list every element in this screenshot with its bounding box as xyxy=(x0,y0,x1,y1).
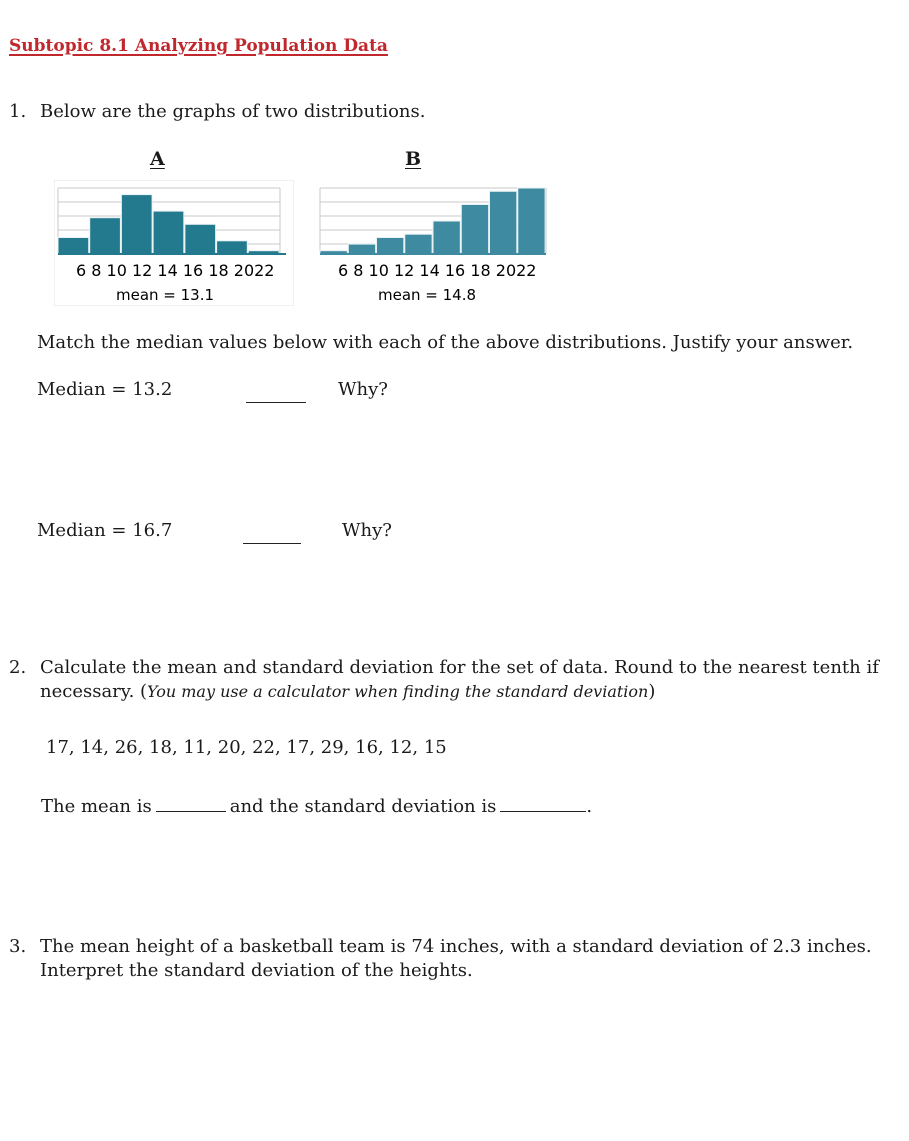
q2-line1: Calculate the mean and standard deviation for the set of data. Round to the nearest tenth if xyxy=(40,657,879,678)
median-1-answer-blank[interactable] xyxy=(246,401,306,403)
q1-instruction: Match the median values below with each of the above distributions. Justify your answer. xyxy=(37,332,854,353)
q1-text: Below are the graphs of two distributions. xyxy=(40,101,426,122)
histogram-b xyxy=(316,180,556,306)
q3-line1: The mean height of a basketball team is 74 inches, with a standard deviation of 2.3 inches. xyxy=(40,936,872,957)
histogram-b-bar xyxy=(348,244,375,254)
histogram-a-bar xyxy=(121,195,152,254)
histogram-b-bar xyxy=(405,234,432,254)
q2-line2 xyxy=(40,681,655,702)
histogram-a-bar xyxy=(153,211,184,254)
histogram-a xyxy=(54,180,294,306)
q2-line2-end: ) xyxy=(648,681,656,702)
histogram-a-bar xyxy=(217,241,248,254)
sd-answer-blank[interactable] xyxy=(500,810,586,812)
q1-number: 1. xyxy=(9,101,27,122)
histogram-b-bar xyxy=(490,191,517,254)
q2-end: . xyxy=(586,796,593,817)
q3-number: 3. xyxy=(9,936,27,957)
histogram-a-bar xyxy=(185,224,216,254)
graph-a-mean: mean = 13.1 xyxy=(116,286,215,304)
mean-answer-blank[interactable] xyxy=(156,810,226,812)
graph-b-mean: mean = 14.8 xyxy=(378,286,477,304)
histogram-b-bar xyxy=(433,221,460,254)
histogram-b-bar xyxy=(518,188,545,254)
q2-answer-line xyxy=(41,796,592,817)
histogram-b-bar xyxy=(461,205,488,255)
median-1-why: Why? xyxy=(338,379,388,400)
histogram-a-bar xyxy=(58,238,89,255)
histogram-a-bar xyxy=(90,218,121,254)
graph-a-label: A xyxy=(150,148,165,170)
median-2-why: Why? xyxy=(342,520,392,541)
graph-a-ticks: 6 8 10 12 14 16 18 2022 xyxy=(76,261,275,280)
q2-data-set: 17, 14, 26, 18, 11, 20, 22, 17, 29, 16, 12, 15 xyxy=(46,737,447,758)
mean-prefix: The mean is xyxy=(41,796,152,817)
histogram-b-bar xyxy=(377,238,404,255)
median-2-answer-blank[interactable] xyxy=(243,542,301,544)
graph-b-label: B xyxy=(405,148,422,170)
median-2-label: Median = 16.7 xyxy=(37,520,173,541)
sd-prefix: and the standard deviation is xyxy=(229,796,497,817)
q2-line2-start: necessary. ( xyxy=(40,681,148,702)
q2-line2-italic: You may use a calculator when finding the standard deviation xyxy=(147,682,649,701)
page-title: Subtopic 8.1 Analyzing Population Data xyxy=(9,36,388,56)
graph-b-ticks: 6 8 10 12 14 16 18 2022 xyxy=(338,261,537,280)
median-1-label: Median = 13.2 xyxy=(37,379,173,400)
q2-number: 2. xyxy=(9,657,27,678)
q3-line2: Interpret the standard deviation of the heights. xyxy=(40,960,473,981)
